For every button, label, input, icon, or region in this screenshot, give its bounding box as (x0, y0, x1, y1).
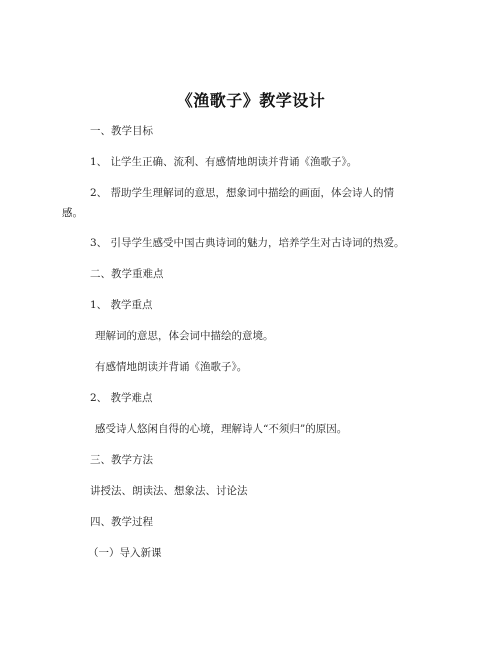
paragraph-key-focus-1: 理解词的意思，体会词中描绘的意境。 (95, 330, 274, 342)
paragraph-key-focus-2: 有感情地朗读并背诵《渔歌子》。 (95, 361, 248, 373)
section-heading-objectives: 一、教学目标 (90, 125, 153, 137)
section-heading-key-points: 二、教学重难点 (90, 268, 164, 280)
subheading-key-focus: 1、 教学重点 (90, 299, 153, 311)
section-heading-methods: 三、教学方法 (90, 454, 153, 466)
paragraph-difficulty: 感受诗人悠闲自得的心境，理解诗人“不须归”的原因。 (95, 423, 348, 435)
paragraph-methods: 讲授法、朗读法、想象法、讨论法 (90, 485, 248, 497)
paragraph-objective-2: 2、 帮助学生理解词的意思，想象词中描绘的画面，体会诗人的情 (90, 187, 395, 199)
subheading-difficulty: 2、 教学难点 (90, 392, 153, 404)
section-heading-process: 四、教学过程 (90, 516, 153, 528)
paragraph-objective-1: 1、 让学生正确、流利、有感情地朗读并背诵《渔歌子》。 (90, 156, 358, 168)
paragraph-objective-3: 3、 引导学生感受中国古典诗词的魅力，培养学生对古诗词的热爱。 (90, 237, 405, 249)
paragraph-objective-2-continued: 感。 (62, 207, 83, 219)
document-title: 《渔歌子》教学设计 (176, 91, 326, 110)
subheading-introduction: （一）导入新课 (88, 547, 162, 559)
